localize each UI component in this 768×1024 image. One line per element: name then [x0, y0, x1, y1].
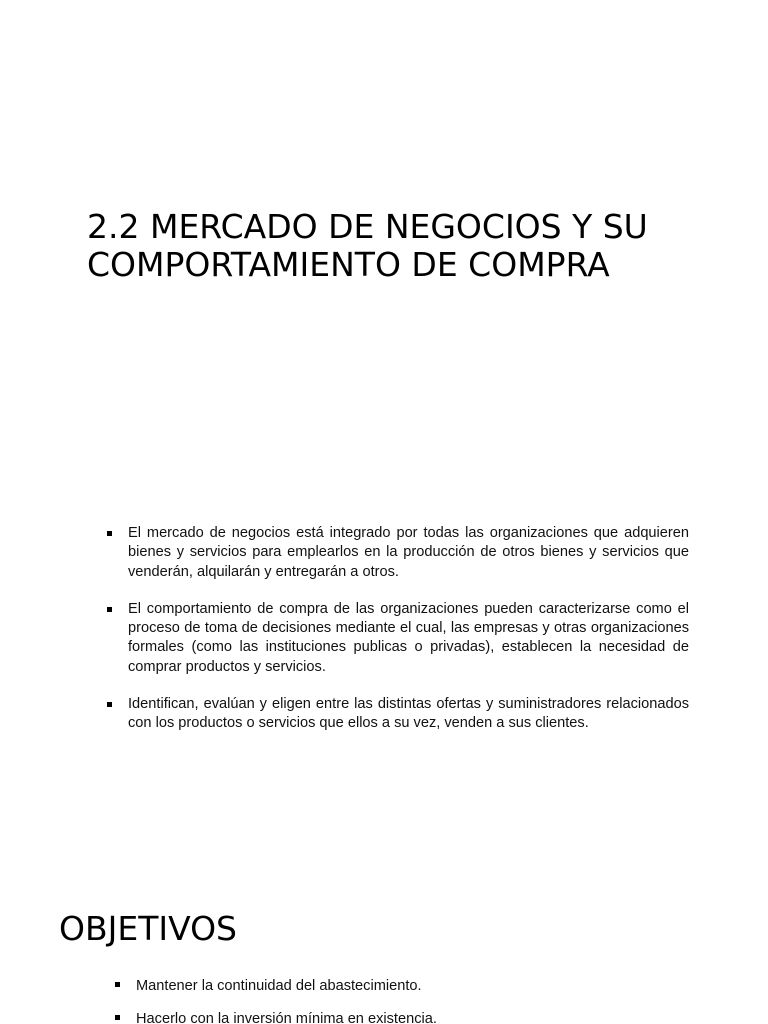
objectives-list — [112, 976, 732, 1024]
objective-text-2: Hacerlo con la inversión mínima en existencia. — [136, 1011, 437, 1024]
bullet-text-2: El comportamiento de compra de las organizaciones pueden caracterizarse como el proceso de toma de decisiones mediante el cual, las empresas y otras organizaciones formales (como las instituciones publicas o privadas), establecen la necesidad de comprar productos y servicios. — [128, 600, 689, 675]
bullet-item-1 — [104, 524, 689, 582]
objective-text-1: Mantener la continuidad del abastecimiento. — [136, 978, 422, 994]
square-bullet-icon — [115, 1015, 120, 1020]
objective-item-2 — [112, 1009, 732, 1024]
page-title — [87, 208, 727, 284]
square-bullet-icon — [107, 702, 112, 707]
bullet-text-3: Identifican, evalúan y eligen entre las distintas ofertas y suministradores relacionados con los productos o servicios que ellos a su vez, venden a sus clientes. — [128, 696, 689, 732]
page-title-line-2: COMPORTAMIENTO DE COMPRA — [87, 245, 610, 284]
bullet-text-1: El mercado de negocios está integrado por todas las organizaciones que adquieren bienes y servicios para emplearlos en la producción de otros bienes y servicios que venderán, alquilarán y entregarán a otros. — [128, 525, 689, 580]
definition-bullet-list — [104, 524, 689, 752]
page-title-line-1: 2.2 MERCADO DE NEGOCIOS Y SU — [87, 207, 648, 246]
objective-item-1 — [112, 976, 732, 996]
bullet-item-2 — [104, 600, 689, 677]
objectives-heading: OBJETIVOS — [59, 909, 238, 948]
bullet-item-3 — [104, 695, 689, 734]
square-bullet-icon — [107, 607, 112, 612]
square-bullet-icon — [115, 982, 120, 987]
square-bullet-icon — [107, 531, 112, 536]
